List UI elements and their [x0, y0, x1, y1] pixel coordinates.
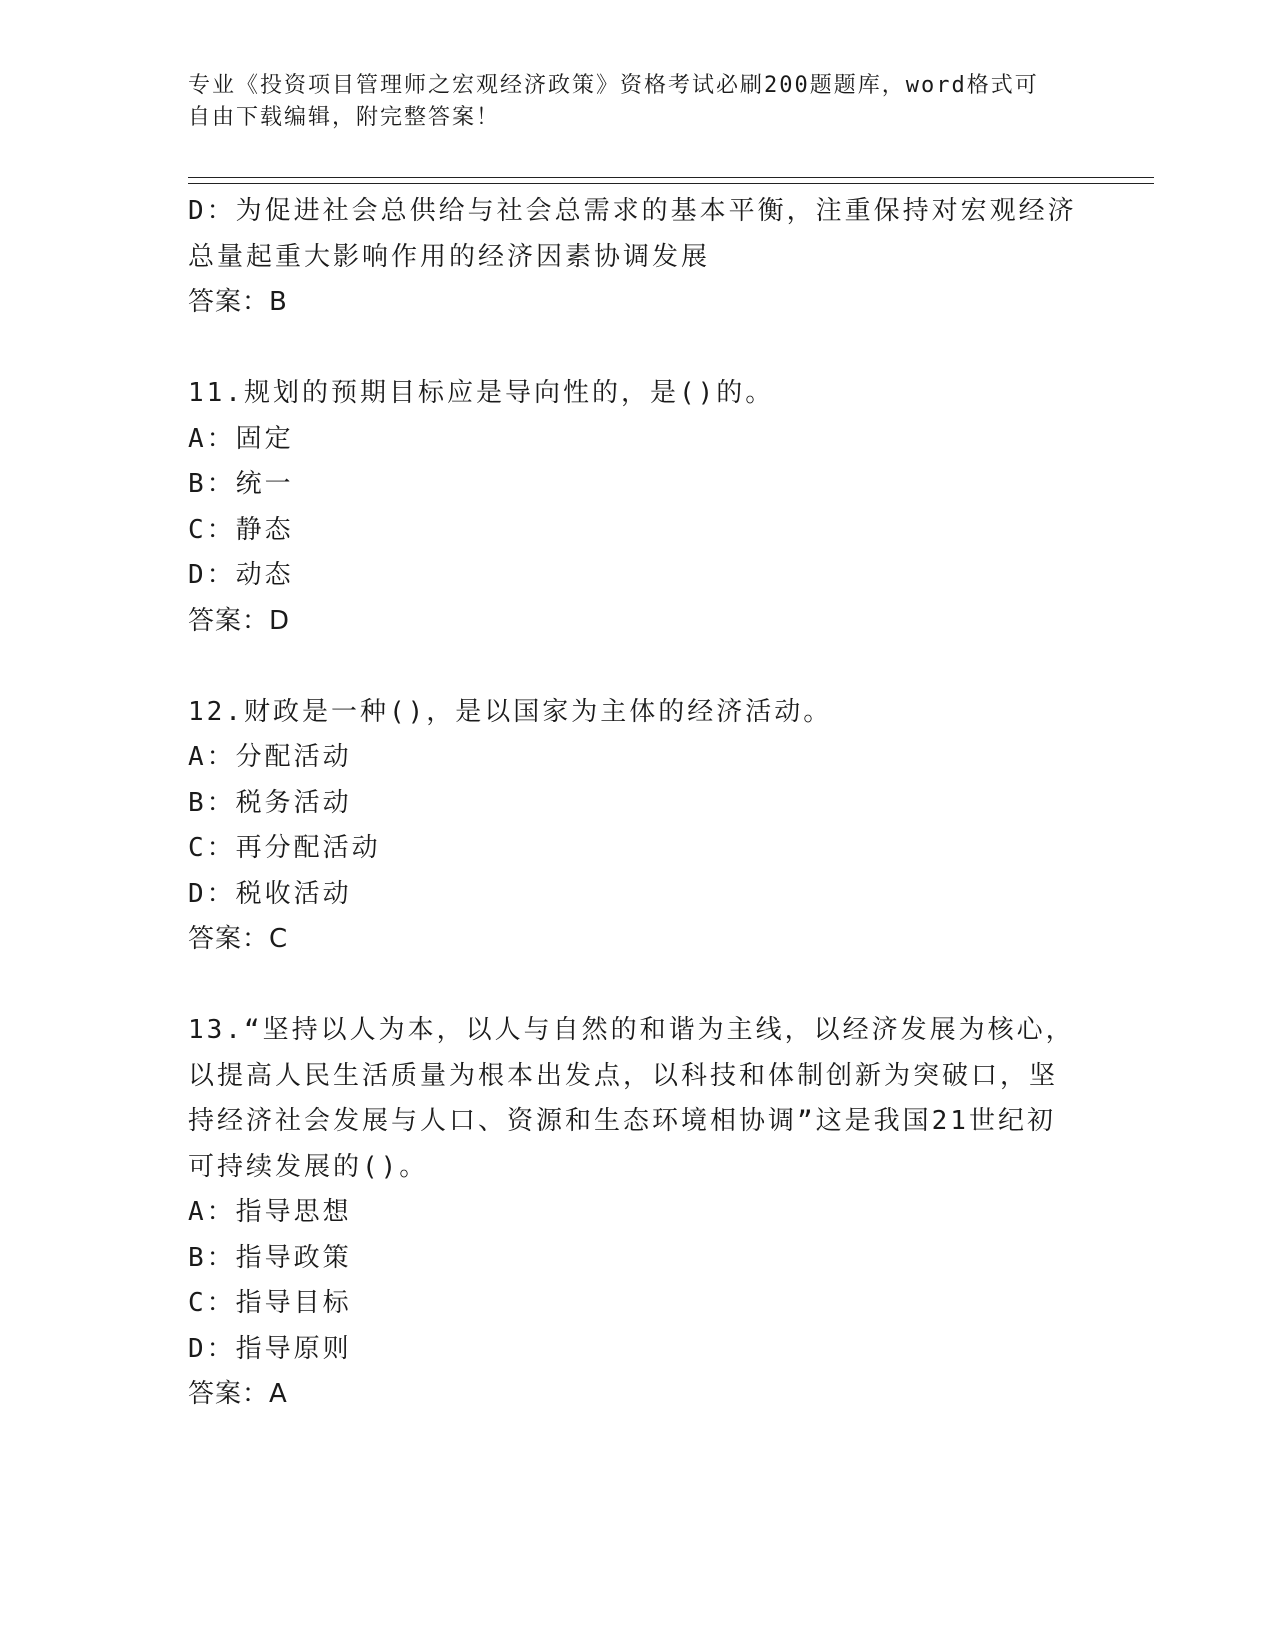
- header-divider-bottom: [188, 183, 1154, 184]
- option-b: B：统一: [188, 469, 294, 499]
- option-c: C：静态: [188, 514, 294, 545]
- question-stem-continued: 持经济社会发展与人口、资源和生态环境相协调”这是我国21世纪初: [188, 1106, 1056, 1136]
- question-stem: 12.财政是一种()，是以国家为主体的经济活动。: [188, 696, 833, 727]
- question-stem: 11.规划的预期目标应是导向性的，是()的。: [188, 378, 775, 408]
- option-a: A：分配活动: [188, 742, 352, 772]
- header-divider-top: [188, 177, 1154, 178]
- option-d-continued: 总量起重大影响作用的经济因素协调发展: [188, 241, 711, 272]
- question-stem-continued: 可持续发展的()。: [188, 1151, 429, 1182]
- option-b: B：指导政策: [188, 1242, 352, 1273]
- answer-line: 答案：A: [188, 1379, 288, 1409]
- document-header: [188, 70, 1088, 134]
- option-a: A：固定: [188, 423, 294, 454]
- question-12: [188, 690, 1088, 963]
- option-b: B：税务活动: [188, 787, 352, 818]
- option-c: C：指导目标: [188, 1288, 352, 1318]
- spacer: [188, 963, 1088, 1009]
- answer-line: 答案：C: [188, 924, 289, 954]
- spacer: [188, 644, 1088, 690]
- question-content: [188, 189, 1088, 1418]
- answer-line: 答案：B: [188, 287, 288, 317]
- question-stem: 13.“坚持以人为本，以人与自然的和谐为主线，以经济发展为核心，: [188, 1015, 1075, 1045]
- option-d: D：税收活动: [188, 878, 352, 909]
- option-d: D：为促进社会总供给与社会总需求的基本平衡，注重保持对宏观经济: [188, 196, 1077, 226]
- header-line-1: 专业《投资项目管理师之宏观经济政策》资格考试必刷200题题库，word格式可: [188, 73, 1039, 98]
- option-d: D：动态: [188, 560, 294, 590]
- previous-question-tail: [188, 189, 1088, 326]
- option-d: D：指导原则: [188, 1333, 352, 1364]
- spacer: [188, 326, 1088, 372]
- header-line-2: 自由下载编辑，附完整答案！: [188, 105, 501, 130]
- option-c: C：再分配活动: [188, 833, 381, 863]
- option-a: A：指导思想: [188, 1197, 352, 1227]
- question-11: [188, 371, 1088, 644]
- question-stem-continued: 以提高人民生活质量为根本出发点，以科技和体制创新为突破口，坚: [188, 1060, 1059, 1091]
- question-13: [188, 1008, 1088, 1418]
- answer-line: 答案：D: [188, 605, 291, 636]
